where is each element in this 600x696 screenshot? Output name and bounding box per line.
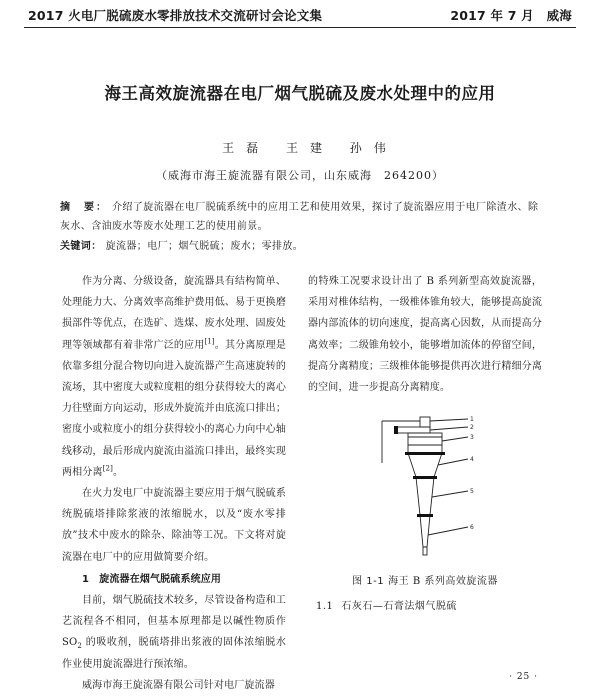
callout-2: 2: [470, 424, 474, 431]
subsection-number: 1.1: [316, 601, 334, 612]
abstract-label: 摘 要：: [60, 202, 108, 213]
intro-paragraph: [62, 271, 286, 483]
conference-date-location: 2017 年 7 月 威海: [450, 8, 572, 23]
callout-3: 3: [470, 434, 474, 441]
cylinder-flange: [405, 452, 445, 455]
paper-title: 海王高效旋流器在电厂烟气脱硫及废水处理中的应用: [104, 84, 496, 103]
author-affiliation: （威海市海王旋流器有限公司，山东威海 264200）: [156, 169, 444, 182]
header-rule: [24, 27, 576, 28]
desulfurization-paragraph: [62, 590, 286, 675]
feed-inlet: [396, 427, 430, 433]
desulfurization-text-a: 目前，烟气脱硫技术较多，尽管设备构造和工艺流程各不相同，但基本原理都是以碱性物质作 SO: [62, 595, 286, 649]
abstract-text: 介绍了旋流器在电厂脱硫系统中的应用工艺和使用效果，探讨了旋流器应用于电厂除渣水、除灰水、含油废水等废水处理工艺的使用前景。: [60, 202, 539, 232]
section-1-heading: 1 旋流器在烟气脱硫系统应用: [82, 573, 222, 585]
second-cone: [416, 477, 434, 515]
first-cone: [408, 453, 442, 477]
desulfurization-text-b: 的吸收剂，脱硫塔排出浆液的固体浓缩脱水作业使用旋流器进行预浓缩。: [62, 637, 286, 670]
keywords: [60, 237, 540, 256]
figure-caption: [308, 572, 542, 587]
keywords-label: 关键词：: [60, 241, 102, 252]
left-column: [62, 271, 286, 696]
paper-authors: 王磊 王建 孙伟: [222, 141, 398, 155]
figure-number: 图 1-1: [352, 576, 385, 587]
callout-5: 5: [470, 488, 474, 495]
callout-4: 4: [470, 456, 474, 463]
cone-flange-2: [417, 514, 433, 517]
callout-6: 6: [470, 524, 474, 531]
hydrocyclone-figure: [372, 415, 482, 565]
intro-text-c: 。: [112, 466, 124, 478]
running-header: [28, 6, 572, 24]
b-series-paragraph: 的特殊工况要求设计出了 B 系列新型高效旋流器，采用对椎体结构，一级椎体锥角较大，能够提高旋流器内部流体的切向速度，提高离心因数，从而提高分离效率；二级锥角较小，能够增加流体的停留空间，提高分离精度；三级椎体能够提供再次进行精细分离的空间，进一步提高分离精度。: [308, 276, 542, 394]
subsection-title: 石灰石—石膏法烟气脱硫: [341, 601, 457, 612]
cylinder-body: [408, 433, 442, 453]
page-number: · 25 ·: [509, 672, 538, 682]
feed-flange: [394, 426, 398, 434]
company-paragraph: 威海市海王旋流器有限公司针对电厂旋流器: [82, 679, 275, 691]
overflow-pipe: [420, 417, 430, 427]
so2-subscript: 2: [77, 642, 82, 651]
intro-text-a: 作为分离、分级设备，旋流器具有结构简单、处理能力大、分离效率高维护费用低、易于更换磨损部件等优点，在选矿、选煤、废水处理、固废处理等领域都有着非常广泛的应用: [62, 276, 286, 351]
proceedings-title: 2017 火电厂脱硫废水零排放技术交流研讨会论文集: [28, 8, 323, 23]
right-column: [308, 271, 542, 398]
callout-1: 1: [470, 416, 474, 423]
application-paragraph: 在火力发电厂中旋流器主要应用于烟气脱硫系统脱硫塔排除浆液的浓缩脱水，以及“废水零排放”技术中废水的除杂、除油等工况。下文将对旋流器在电厂中的应用做简要介绍。: [62, 488, 286, 563]
figure-caption-text: 海王 B 系列高效旋流器: [388, 576, 498, 587]
subsection-1-1-heading: [316, 597, 457, 612]
underflow-apex: [423, 547, 427, 555]
citation-1: [1]: [204, 337, 215, 346]
intro-text-b: 。其分离原理是依靠多组分混合物切向进入旋流器产生高速旋转的流场，其中密度大或粒度粗的组分获得较大的离心力往壁面方向运动，形成外旋流并由底流口排出；密度小或粒度小的组分获得较小的离心力向中心轴线移动，最后形成内旋流由溢流口排出，最终实现两相分离: [62, 339, 286, 478]
citation-2: [2]: [102, 464, 113, 473]
cone-flange-1: [413, 476, 437, 479]
keywords-text: 旋流器；电厂；烟气脱硫；废水；零排放。: [105, 241, 304, 252]
abstract: [60, 198, 540, 236]
third-cone: [420, 515, 430, 547]
